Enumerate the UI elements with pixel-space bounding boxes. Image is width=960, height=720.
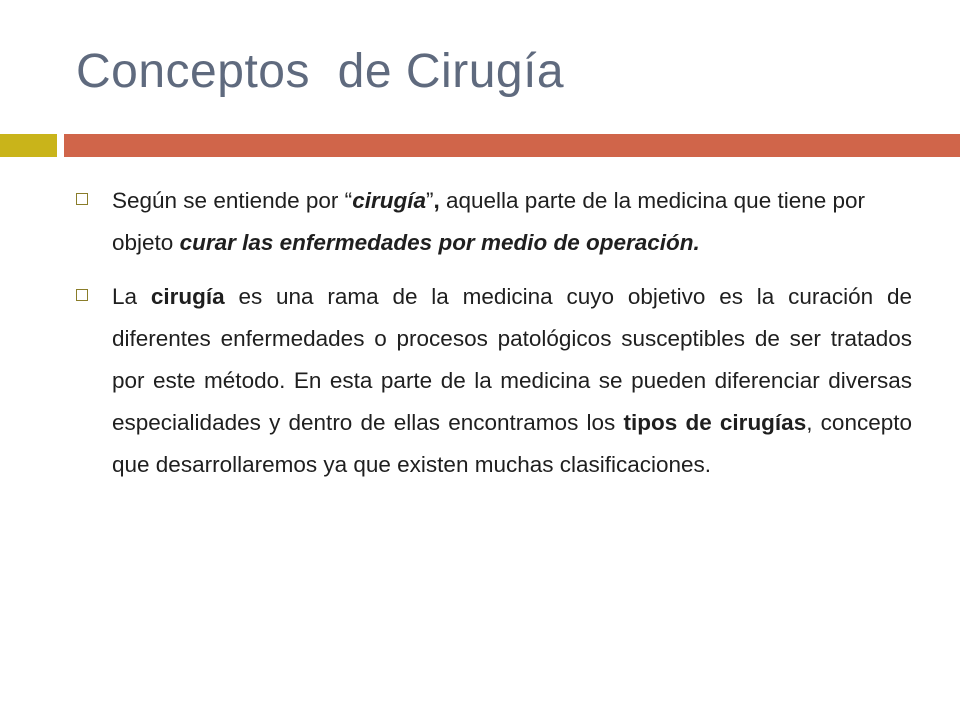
text-segment: La bbox=[112, 284, 151, 309]
slide-title: Conceptos de Cirugía bbox=[76, 45, 565, 98]
text-segment: ” bbox=[425, 188, 434, 213]
text-segment: Según se entiende por “ bbox=[112, 188, 353, 213]
text-segment: aquella parte de la medicina que tiene por objeto bbox=[112, 188, 866, 255]
square-bullet-icon bbox=[76, 289, 88, 301]
text-segment: , bbox=[433, 188, 440, 213]
text-segment: cirugía bbox=[150, 284, 225, 309]
bullet-item-definition bbox=[76, 180, 912, 264]
text-segment: es una rama de la medicina cuyo objetivo es la curación de diferentes enfermedades o procesos patológicos susceptibles de ser tratados por este método. En esta parte de la medicina se pueden diferenciar diversas especialidades y dentro de ellas encontramos los bbox=[112, 284, 912, 435]
text-segment: curar las enfermedades por medio de operación. bbox=[179, 230, 700, 255]
square-bullet-icon bbox=[76, 193, 88, 205]
bullet-list bbox=[76, 180, 912, 486]
text-segment: , concepto que desarrollaremos ya que existen muchas clasificaciones. bbox=[112, 410, 912, 477]
bullet-text bbox=[112, 188, 865, 255]
bullet-item-description bbox=[76, 276, 912, 486]
text-segment: cirugía bbox=[352, 188, 426, 213]
accent-bar-left bbox=[0, 134, 57, 157]
bullet-text bbox=[112, 284, 912, 477]
text-segment: tipos de cirugías bbox=[623, 410, 807, 435]
accent-bar-right bbox=[64, 134, 960, 157]
